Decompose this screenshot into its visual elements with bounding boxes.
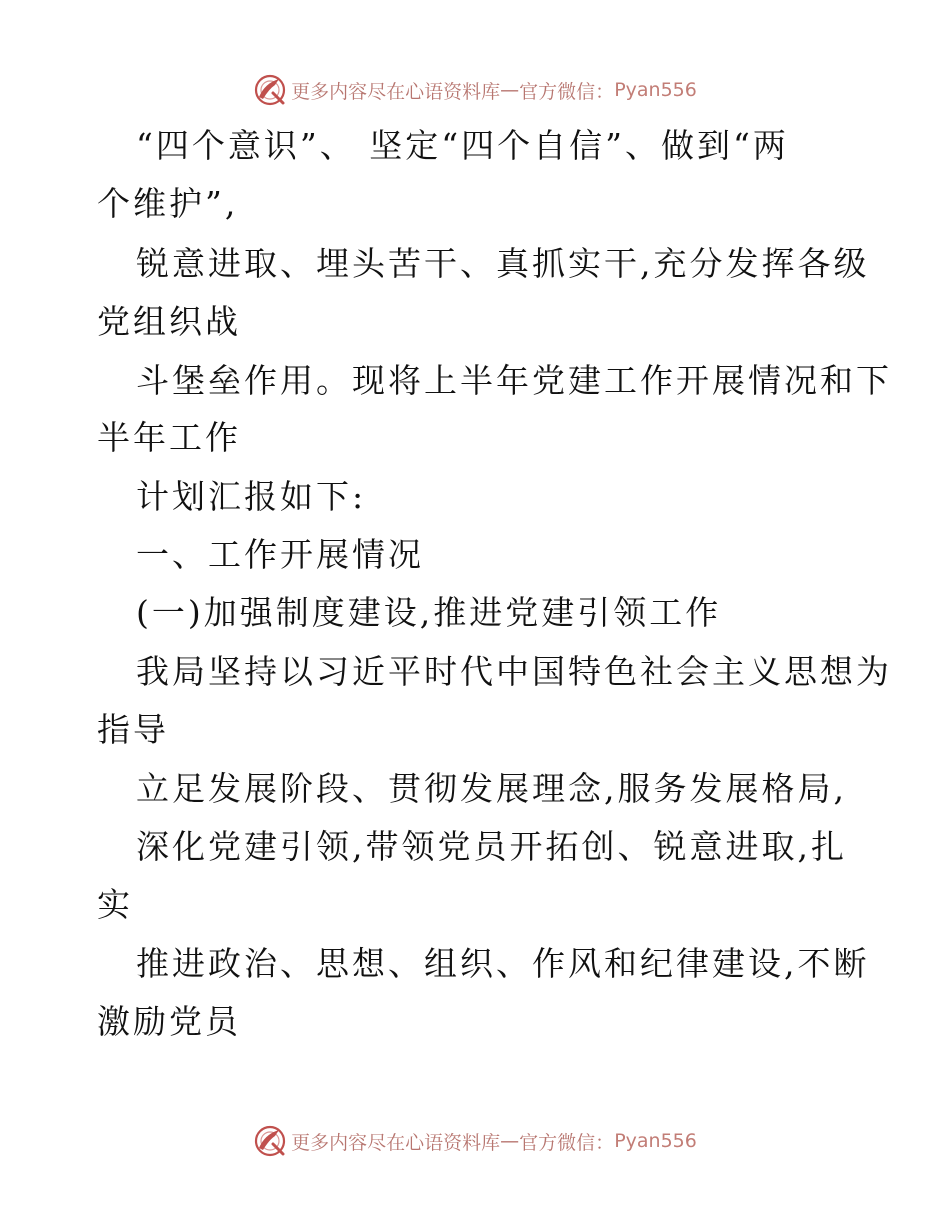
text-line: 半年工作	[97, 418, 241, 457]
watermark-official-label: 官方微信：	[519, 1131, 615, 1154]
text-line: 党组织战	[97, 302, 241, 341]
brand-logo-icon	[253, 1124, 287, 1158]
watermark-account: Pyan556	[614, 79, 697, 101]
text-line: 计划汇报如下:	[136, 477, 367, 516]
text-line: 个维护”,	[97, 184, 239, 223]
text-line: 实	[97, 885, 133, 924]
watermark-text: 更多内容尽在心语资料库	[291, 1131, 501, 1154]
text-line: 斗堡垒作用。现将上半年党建工作开展情况和下	[136, 361, 892, 400]
text-line: 我局坚持以习近平时代中国特色社会主义思想为	[136, 652, 892, 691]
footer-watermark	[0, 1121, 950, 1161]
watermark-separator: —	[500, 1130, 520, 1152]
text-line: “四个意识”、 坚定“四个自信”、做到“两	[136, 126, 789, 165]
text-line: 锐意进取、埋头苦干、真抓实干,充分发挥各级	[136, 244, 870, 283]
text-line: 激励党员	[97, 1002, 241, 1041]
section-heading: 一、工作开展情况	[136, 535, 424, 574]
watermark-text: 更多内容尽在心语资料库	[291, 80, 501, 103]
brand-logo-icon	[253, 73, 287, 107]
text-line: 指导	[97, 710, 169, 749]
watermark-separator: —	[500, 79, 520, 101]
subsection-heading: (一)加强制度建设,推进党建引领工作	[136, 593, 722, 632]
text-line: 深化党建引领,带领党员开拓创、锐意进取,扎	[136, 827, 847, 866]
text-line: 立足发展阶段、贯彻发展理念,服务发展格局,	[136, 769, 847, 808]
header-watermark	[0, 70, 950, 110]
watermark-official-label: 官方微信：	[519, 80, 615, 103]
watermark-account: Pyan556	[614, 1130, 697, 1152]
text-line: 推进政治、思想、组织、作风和纪律建设,不断	[136, 944, 870, 983]
